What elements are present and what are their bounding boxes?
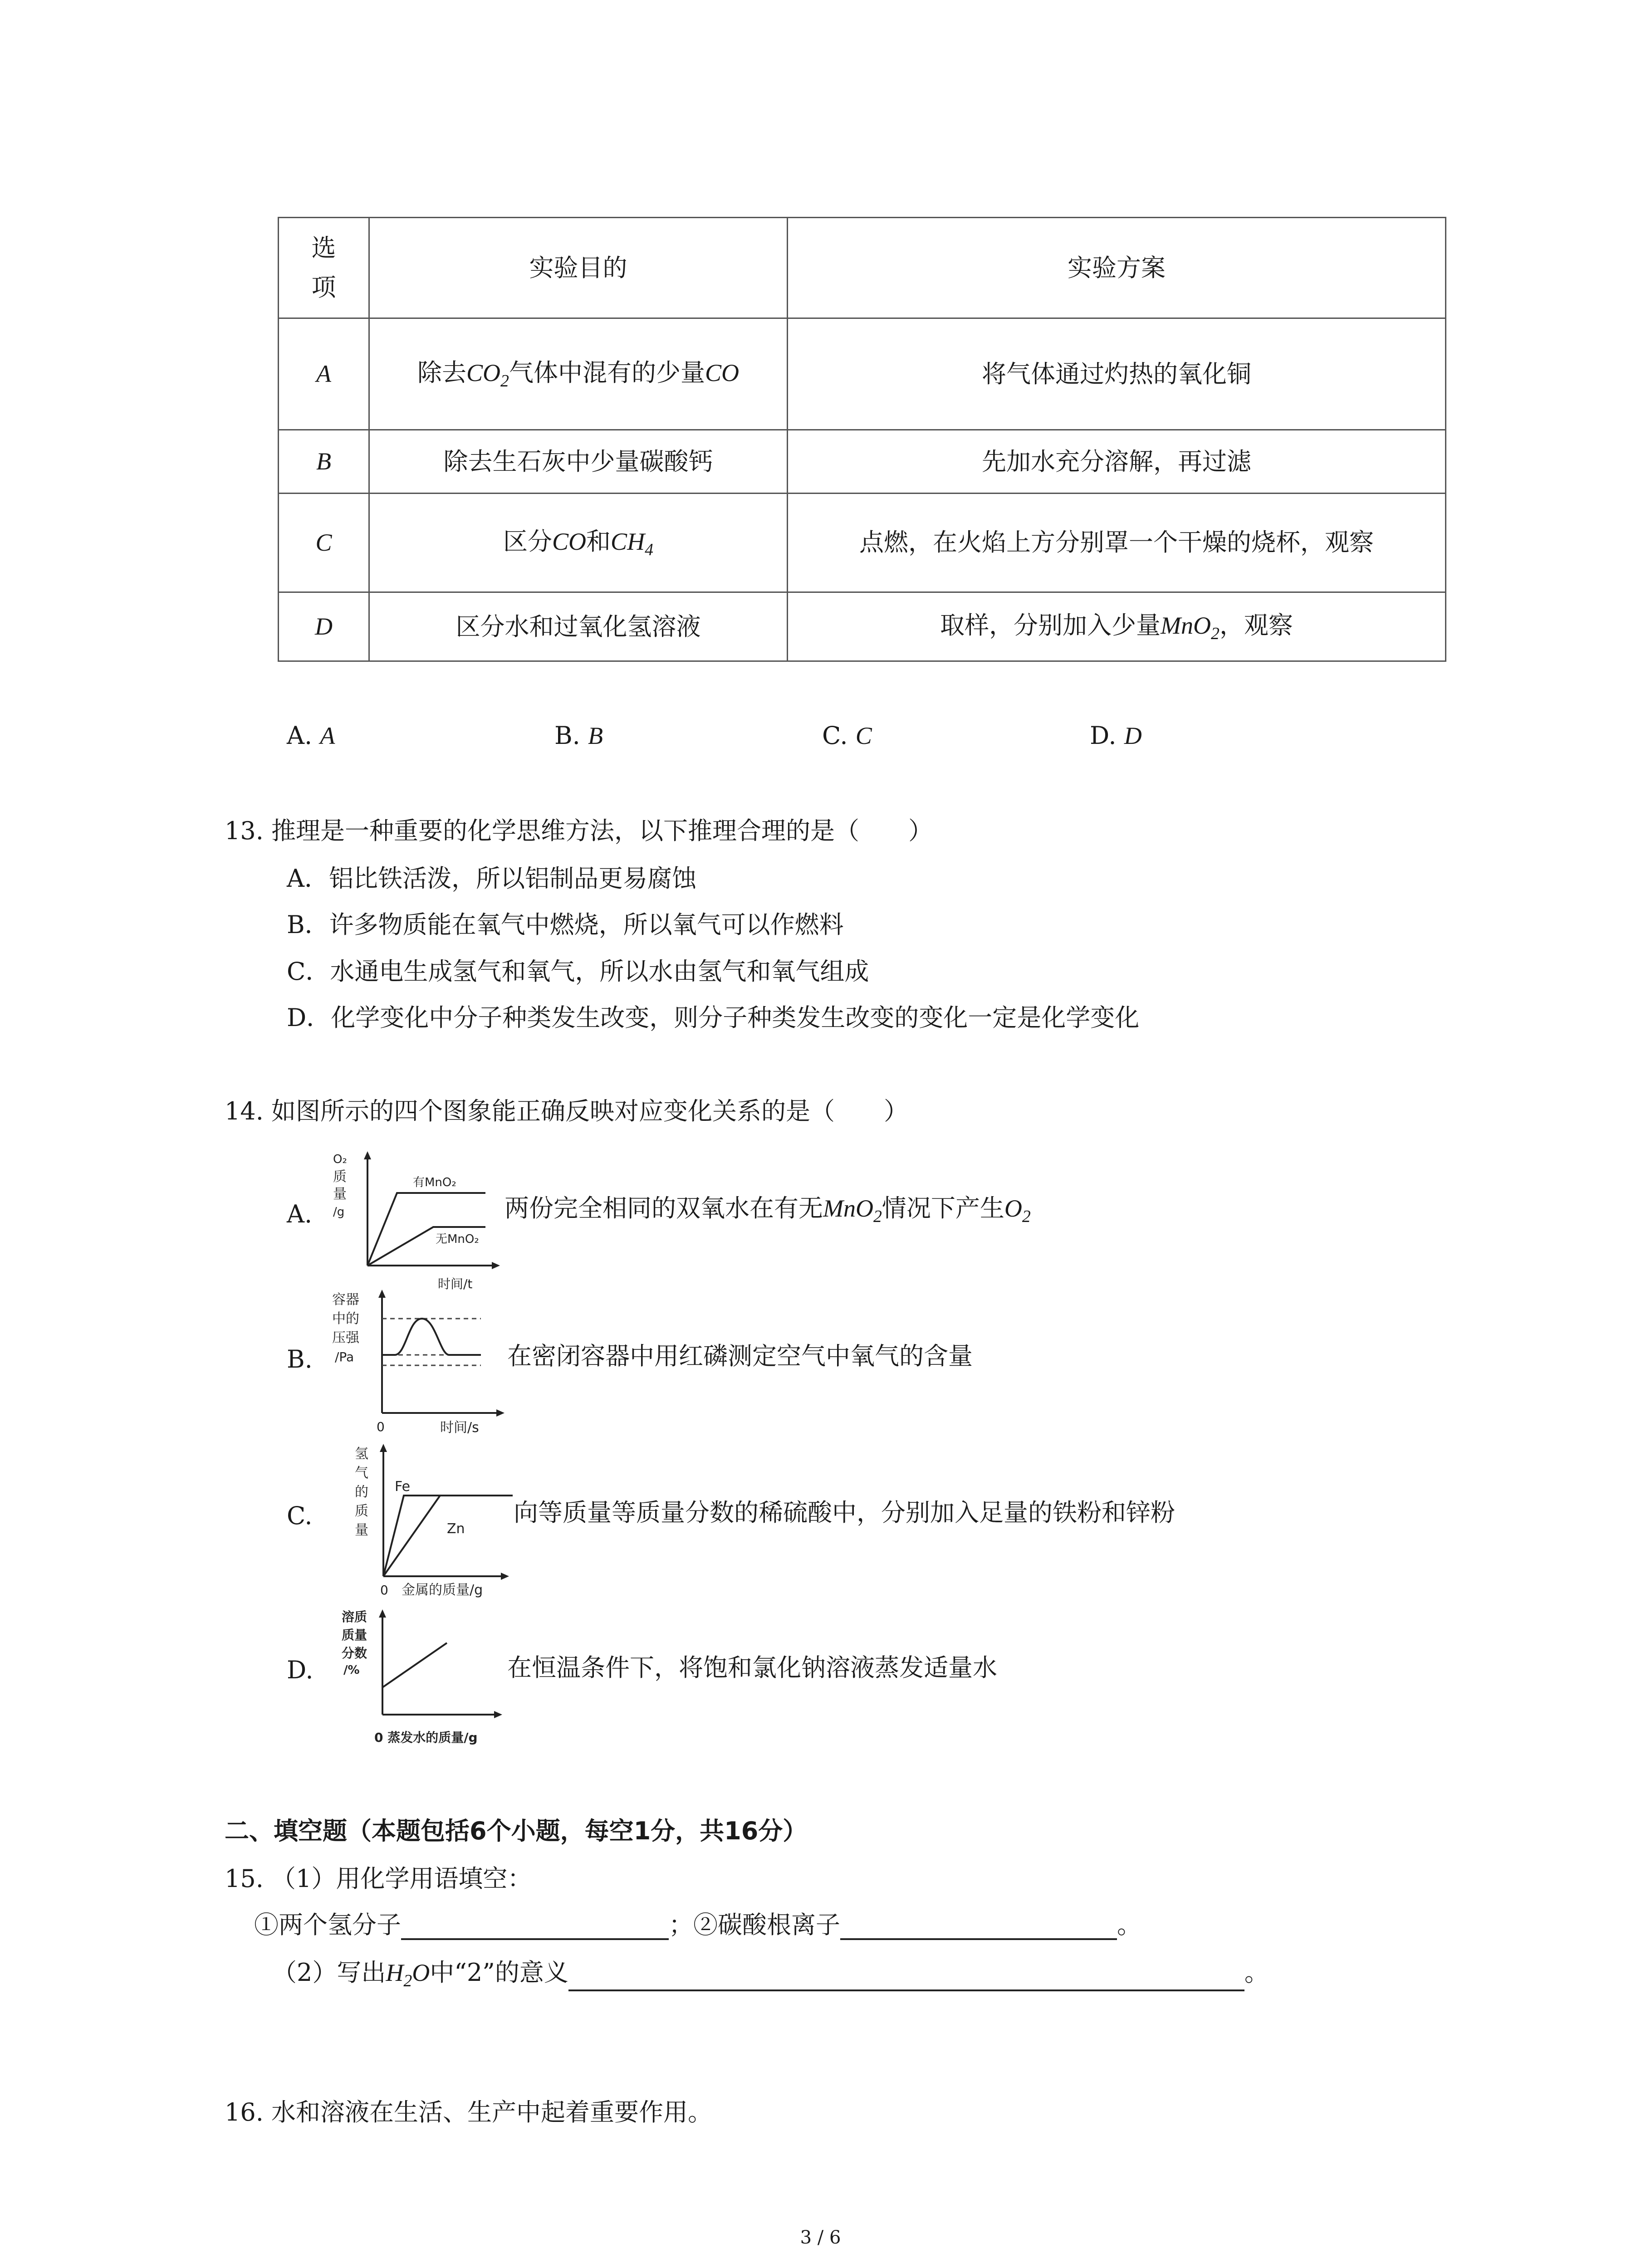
row-c-goal: 区分CO和$CH_4$ bbox=[369, 494, 788, 592]
svg-text:/Pa: /Pa bbox=[335, 1349, 354, 1364]
graph-c-ylabel: 氢 bbox=[355, 1446, 368, 1462]
q13-option-d: D．化学变化中分子种类发生改变，则分子种类发生改变的变化一定是化学变化 bbox=[287, 1003, 1140, 1032]
page-number: 3 / 6 bbox=[800, 2227, 841, 2248]
svg-text:压强: 压强 bbox=[332, 1330, 359, 1346]
q12-choice-a: A. A bbox=[287, 721, 335, 750]
row-c-option: C bbox=[279, 494, 369, 592]
q14-option-d-text: 在恒温条件下，将饱和氯化钠溶液蒸发适量水 bbox=[507, 1653, 997, 1682]
q13-stem: 13. 推理是一种重要的化学思维方法，以下推理合理的是（ ） bbox=[225, 816, 933, 845]
q12-choice-c: C. C bbox=[822, 721, 872, 750]
graph-a bbox=[331, 1148, 504, 1299]
row-d-plan: 取样，分别加入少量MnO$_2$，观察 bbox=[788, 592, 1446, 661]
svg-text:气: 气 bbox=[355, 1465, 368, 1481]
q12-choice-b: B. B bbox=[554, 721, 603, 750]
graph-d-ylabel: 溶质 bbox=[342, 1609, 367, 1624]
q14-option-a-label: A. bbox=[287, 1200, 313, 1228]
graph-d bbox=[338, 1606, 515, 1753]
svg-text:的: 的 bbox=[355, 1484, 368, 1500]
row-a-plan: 将气体通过灼热的氧化铜 bbox=[788, 318, 1446, 430]
row-d-option: D bbox=[279, 592, 369, 661]
table-row bbox=[279, 494, 1446, 592]
row-d-goal: 区分水和过氧化氢溶液 bbox=[369, 592, 788, 661]
graph-d-xlabel: 0 蒸发水的质量/g bbox=[374, 1730, 478, 1745]
q14-option-d-label: D. bbox=[287, 1656, 314, 1684]
answer-blank-3[interactable] bbox=[568, 1966, 1244, 1991]
graph-a-xlabel: 时间/t bbox=[438, 1276, 473, 1291]
svg-text:质: 质 bbox=[355, 1503, 368, 1519]
row-a-option: A bbox=[279, 318, 369, 430]
experiment-table bbox=[278, 217, 1446, 662]
graph-b-ylabel: 容器 bbox=[332, 1292, 359, 1308]
section2-title: 二、填空题（本题包括6个小题，每空1分，共16分） bbox=[225, 1817, 808, 1845]
graph-c-xlabel: 金属的质量/g bbox=[402, 1582, 483, 1598]
svg-text:/%: /% bbox=[343, 1663, 360, 1677]
q16-stem: 16. 水和溶液在生活、生产中起着重要作用。 bbox=[225, 2098, 713, 2126]
q14-option-a-text: 两份完全相同的双氧水在有无MnO$_2$情况下产生$O_2$ bbox=[505, 1194, 1031, 1226]
table-row bbox=[279, 430, 1446, 494]
row-b-option: B bbox=[279, 430, 369, 494]
answer-blank-2[interactable] bbox=[840, 1915, 1117, 1940]
graph-b bbox=[331, 1286, 513, 1442]
q13-option-c: C．水通电生成氢气和氧气，所以水由氢气和氧气组成 bbox=[287, 957, 869, 986]
row-a-goal: 除去$CO_2$气体中混有的少量CO bbox=[369, 318, 788, 430]
q12-choice-d: D. D bbox=[1090, 721, 1142, 750]
header-plan: 实验方案 bbox=[788, 218, 1446, 318]
table-row bbox=[279, 318, 1446, 430]
graph-b-origin: 0 bbox=[377, 1419, 385, 1434]
answer-blank-1[interactable] bbox=[401, 1915, 669, 1940]
q14-option-b-label: B. bbox=[287, 1345, 313, 1374]
graph-a-series-with: 有MnO₂ bbox=[413, 1176, 456, 1189]
graph-c-series-zn: Zn bbox=[447, 1521, 465, 1537]
table-header-row bbox=[279, 218, 1446, 318]
row-b-plan: 先加水充分溶解，再过滤 bbox=[788, 430, 1446, 494]
q15-line3: （2）写出$H_2O$中“2”的意义 。 bbox=[272, 1958, 1269, 1991]
q14-option-c-text: 向等质量等质量分数的稀硫酸中，分别加入足量的铁粉和锌粉 bbox=[514, 1498, 1175, 1527]
graph-c bbox=[336, 1440, 517, 1601]
q13-option-a: A．铝比铁活泼，所以铝制品更易腐蚀 bbox=[287, 864, 696, 893]
q13-option-b: B．许多物质能在氧气中燃烧，所以氧气可以作燃料 bbox=[287, 910, 844, 939]
q15-line1: 15. （1）用化学用语填空： bbox=[225, 1864, 532, 1893]
row-b-goal: 除去生石灰中少量碳酸钙 bbox=[369, 430, 788, 494]
q15-line2: ①两个氢分子 ；②碳酸根离子 。 bbox=[254, 1911, 1141, 1939]
q14-stem: 14. 如图所示的四个图象能正确反映对应变化关系的是（ ） bbox=[225, 1097, 909, 1125]
svg-text:分数: 分数 bbox=[342, 1646, 367, 1661]
graph-c-series-fe: Fe bbox=[395, 1479, 411, 1495]
q14-option-c-label: C. bbox=[287, 1501, 313, 1530]
svg-text:质量: 质量 bbox=[342, 1628, 367, 1642]
header-goal: 实验目的 bbox=[369, 218, 788, 318]
header-option: 选项 bbox=[279, 218, 369, 318]
graph-a-ylabel: O₂ bbox=[333, 1153, 347, 1166]
svg-text:量: 量 bbox=[333, 1186, 347, 1202]
row-c-plan: 点燃，在火焰上方分别罩一个干燥的烧杯，观察 bbox=[788, 494, 1446, 592]
svg-text:量: 量 bbox=[355, 1522, 368, 1538]
graph-c-origin: 0 bbox=[380, 1583, 388, 1598]
table-row bbox=[279, 592, 1446, 661]
graph-b-xlabel: 时间/s bbox=[440, 1420, 479, 1436]
svg-text:质: 质 bbox=[333, 1169, 347, 1185]
svg-text:中的: 中的 bbox=[332, 1311, 359, 1327]
q14-option-b-text: 在密闭容器中用红磷测定空气中氧气的含量 bbox=[507, 1342, 973, 1370]
graph-a-series-without: 无MnO₂ bbox=[436, 1232, 479, 1246]
svg-text:/g: /g bbox=[333, 1205, 345, 1219]
